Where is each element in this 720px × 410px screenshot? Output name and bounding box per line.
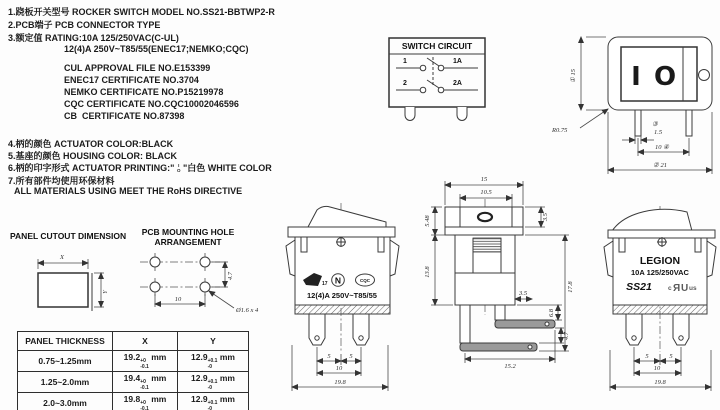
- front-view-housing: [608, 37, 712, 110]
- printing-symbol-on: I: [178, 163, 180, 169]
- rocker-marking-off: O: [653, 62, 677, 92]
- side-button: [699, 70, 710, 81]
- brand-label: LEGION: [639, 255, 681, 267]
- body-rating-text: 10A 125/250VAC: [631, 268, 689, 277]
- rocker-marking-on: I: [631, 62, 641, 92]
- col-x: X: [113, 332, 178, 351]
- dim-6-8-label: 6.8: [548, 308, 555, 318]
- note-actuator-color: 4.柄的颜色 ACTUATOR COLOR:BLACK: [8, 139, 174, 149]
- x-value: 19.8 +0 -0.1 mm: [113, 393, 178, 410]
- circuit-pole-2: [396, 80, 478, 93]
- nemko-n-label: N: [334, 275, 342, 286]
- dim-pin-width: [622, 121, 663, 144]
- thickness-value: 1.25~2.0mm: [18, 372, 113, 393]
- rocker-actuator: [308, 206, 386, 227]
- solder-pin-right: [353, 314, 369, 345]
- dim-3-5-mid-label: 3.5: [518, 290, 528, 297]
- snap-rib-band: [295, 305, 390, 314]
- table-header-row: [18, 332, 249, 351]
- front-view-drawing: [548, 28, 720, 180]
- dim-5-48-label: 5.48: [424, 215, 431, 227]
- dim-3-5-top: [525, 207, 549, 227]
- dim-5-right: 5: [669, 353, 673, 360]
- dim-5-left: 5: [645, 353, 649, 360]
- col-y: Y: [178, 332, 249, 351]
- note-rating-2: 12(4)A 250V~T85/55(ENEC17;NEMKO;CQC): [64, 44, 249, 54]
- dim-3-5-top-label: 3.5: [542, 212, 549, 222]
- printing-symbol-off: O: [176, 167, 181, 173]
- table-row: [18, 351, 249, 372]
- end-view-drawing: [420, 165, 578, 377]
- note-rating: 3.额定值 RATING:10A 125/250VAC(C-UL): [8, 33, 179, 43]
- switch-circuit-diagram: [383, 30, 503, 130]
- snap-rib-band: [613, 305, 707, 314]
- dim-pin-width-label: 1.5: [654, 129, 663, 136]
- dim-19-8: 19.8: [654, 379, 666, 386]
- ul-c: c: [668, 285, 672, 292]
- dim-width-21: [608, 112, 712, 174]
- dim-pin-width-mark: ③: [652, 121, 658, 128]
- table-row: [18, 372, 249, 393]
- col-thickness: PANEL THICKNESS: [18, 332, 113, 351]
- flange: [445, 227, 523, 235]
- terminal-2a-label: 2A: [453, 80, 462, 87]
- model-label: SS21: [626, 281, 652, 293]
- y-value: 12.9 +0.1 -0 mm: [178, 393, 249, 410]
- dim-5-right: 5: [349, 353, 353, 360]
- flange: [288, 227, 395, 237]
- x-value: 19.2 +0 -0.1 mm: [113, 351, 178, 372]
- circuit-title: SWITCH CIRCUIT: [401, 41, 473, 51]
- pcb-holes: [140, 253, 259, 314]
- rocker-actuator: [612, 209, 692, 231]
- solder-pin-left: [626, 314, 642, 345]
- mounting-hole: [200, 257, 210, 267]
- solder-pin-left: [309, 314, 325, 345]
- thickness-value: 2.0~3.0mm: [18, 393, 113, 410]
- dim-5-left: 5: [327, 353, 331, 360]
- note-printing-post: "白色 WHITE COLOR: [180, 163, 272, 173]
- note-cert-nemko: NEMKO CERTIFICATE NO.P15219978: [64, 87, 224, 97]
- table-row: [18, 393, 249, 410]
- y-value: 12.9 +0.1 -0 mm: [178, 372, 249, 393]
- hole-size-label: Ø1.6 x 4: [236, 307, 259, 314]
- dim-radius: [551, 109, 608, 134]
- dim-height-label: ① 15: [570, 69, 577, 83]
- dim-width-label: ② 21: [653, 162, 667, 169]
- note-rohs-cn: 7.所有部件均使用环保材料: [8, 176, 115, 186]
- side-view-brand: [583, 200, 720, 410]
- note-cert-cul: CUL APPROVAL FILE NO.E153399: [64, 63, 211, 73]
- dim-17-8-label: 17.8: [567, 281, 574, 293]
- cqc-label: CQC: [360, 278, 370, 283]
- dim-3-5-mid: [515, 290, 532, 299]
- bent-pin-upper: [495, 305, 555, 328]
- circuit-pin-left: [405, 107, 415, 121]
- enec-17-label: 17: [322, 281, 328, 287]
- dim-4-7-label: 4.7: [563, 331, 570, 341]
- rocker-frame: [445, 207, 523, 227]
- mounting-hole: [150, 257, 160, 267]
- dim-10-5: [460, 189, 512, 207]
- snap-wing-left: [286, 240, 295, 276]
- ul-u: U: [681, 283, 689, 294]
- note-cert-cb: CB CERTIFICATE NO.87398: [64, 111, 185, 121]
- snap-wing-right: [390, 240, 399, 276]
- panel-thickness-table: [17, 331, 249, 410]
- snap-wing-right: [707, 241, 716, 277]
- pcb-holes-title-1: PCB MOUNTING HOLE: [141, 227, 235, 237]
- front-pin-right: [686, 110, 692, 136]
- solder-pin-right: [673, 314, 689, 345]
- hole-pitch-v-label: 4.7: [227, 271, 234, 281]
- cutout-title: PANEL CUTOUT DIMENSION: [10, 231, 127, 241]
- dim-6-8: [517, 305, 562, 320]
- snap-wing-left: [604, 241, 613, 277]
- cutout-x-label: X: [60, 254, 64, 261]
- terminal-1a-label: 1A: [453, 58, 462, 65]
- note-cert-enec: ENEC17 CERTIFICATE NO.3704: [64, 75, 199, 85]
- ul-us: us: [689, 285, 697, 292]
- dim-10: 10: [653, 365, 661, 372]
- dim-10-5-label: 10.5: [480, 189, 492, 196]
- dim-height-15: [570, 37, 606, 110]
- terminal-2-label: 2: [403, 80, 407, 87]
- y-value: 12.9 +0.1 -0 mm: [178, 351, 249, 372]
- dim-radius-label: R0.75: [552, 127, 568, 134]
- circuit-pin-right: [457, 107, 467, 121]
- cutout-and-holes-drawing: [10, 225, 265, 325]
- terminal-1-label: 1: [403, 58, 407, 65]
- dim-10: 10: [335, 365, 343, 372]
- side-view-certifications: [278, 180, 418, 397]
- mounting-hole: [150, 282, 160, 292]
- circuit-pole-1: [396, 58, 478, 71]
- x-value: 19.4 +0 -0.1 mm: [113, 372, 178, 393]
- dim-19-8: 19.8: [334, 379, 346, 386]
- note-cert-cqc: CQC CERTIFICATE NO.CQC10002046596: [64, 99, 239, 109]
- dim-13-8: [424, 235, 453, 305]
- note-printing: [8, 161, 272, 174]
- body-rating-text: 12(4)A 250V~T85/55: [307, 291, 377, 300]
- thickness-value: 0.75~1.25mm: [18, 351, 113, 372]
- cutout-y-label: Y: [102, 290, 109, 294]
- note-printing-pre: 6.柄的印字形式 ACTUATOR PRINTING:": [8, 163, 177, 173]
- note-connector: 2.PCB端子 PCB CONNECTOR TYPE: [8, 20, 161, 30]
- dim-15-2-label: 15.2: [504, 363, 516, 370]
- note-housing-color: 5.基座的颜色 HOUSING COLOR: BLACK: [8, 151, 178, 161]
- dim-pin-spacing-10: [638, 138, 689, 156]
- dim-13-8-label: 13.8: [424, 266, 431, 278]
- dim-15-label: 15: [480, 176, 488, 183]
- note-model: 1.跷板开关型号 ROCKER SWITCH MODEL NO.SS21-BBTWP2-R: [8, 7, 275, 17]
- hole-pitch-h-label: 10: [174, 296, 182, 303]
- front-pin-left: [635, 110, 641, 136]
- panel-cutout: [38, 254, 109, 311]
- dim-pin-spacing-label: 10 ④: [655, 144, 669, 151]
- ul-r: Я: [673, 283, 681, 294]
- dims-bottom: [292, 345, 388, 391]
- pcb-holes-title-2: ARRANGEMENT: [154, 237, 222, 247]
- mounting-hole: [200, 282, 210, 292]
- note-rohs-en: ALL MATERIALS USING MEET THE RoHS DIRECTIVE: [14, 186, 243, 196]
- spring-hatch: [473, 238, 501, 252]
- dims-bottom: [610, 347, 711, 391]
- flange: [608, 230, 715, 238]
